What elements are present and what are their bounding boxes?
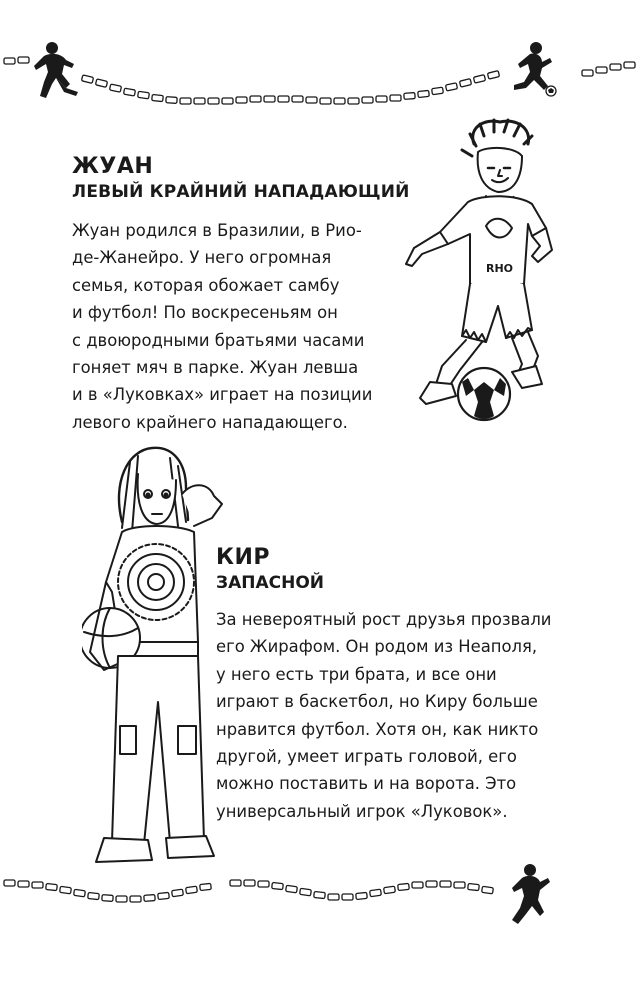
text-line: другой, умеет играть головой, его — [216, 747, 517, 767]
text-line: За невероятный рост друзья прозвали — [216, 610, 552, 629]
character-1-role: ЛЕВЫЙ КРАЙНИЙ НАПАДАЮЩИЙ — [72, 182, 410, 202]
character-1-description — [72, 217, 372, 436]
soccer-ball-icon — [458, 368, 510, 420]
character-1-name: ЖУАН — [72, 154, 154, 179]
border-segment-middle — [230, 880, 493, 900]
text-line: с двоюродными братьями часами — [72, 330, 365, 350]
joao-illustration — [382, 116, 582, 426]
text-line: семья, которая обожает самбу — [72, 275, 340, 295]
text-line: Жуан родился в Бразилии, в Рио- — [72, 221, 362, 240]
text-line: у него есть три брата, и все они — [216, 664, 497, 684]
text-line: можно поставить и на ворота. Это — [216, 774, 517, 794]
shirt-text: RHO — [486, 262, 514, 275]
silhouette-kicker-icon — [500, 40, 562, 98]
text-line: и футбол! По воскресеньям он — [72, 303, 338, 323]
text-line: де-Жанейро. У него огромная — [72, 248, 332, 268]
character-2-role: ЗАПАСНОЙ — [216, 573, 325, 593]
border-segment-right — [582, 62, 635, 76]
character-2-description — [216, 606, 551, 825]
text-line: нравится футбол. Хотя он, как никто — [216, 719, 539, 739]
character-2-name: КИР — [216, 545, 271, 570]
text-line: играют в баскетбол, но Киру больше — [216, 692, 538, 712]
silhouette-runner-icon — [22, 40, 88, 104]
silhouette-player-icon — [504, 862, 556, 930]
text-line: его Жирафом. Он родом из Неаполя, — [216, 637, 538, 657]
text-line: универсальный игрок «Луковок». — [216, 801, 508, 821]
text-line: гоняет мяч в парке. Жуан левша — [72, 358, 359, 378]
text-line: левого крайнего нападающего. — [72, 412, 348, 432]
border-segment-left — [4, 880, 211, 902]
text-line: и в «Луковках» играет на позиции — [72, 385, 373, 405]
